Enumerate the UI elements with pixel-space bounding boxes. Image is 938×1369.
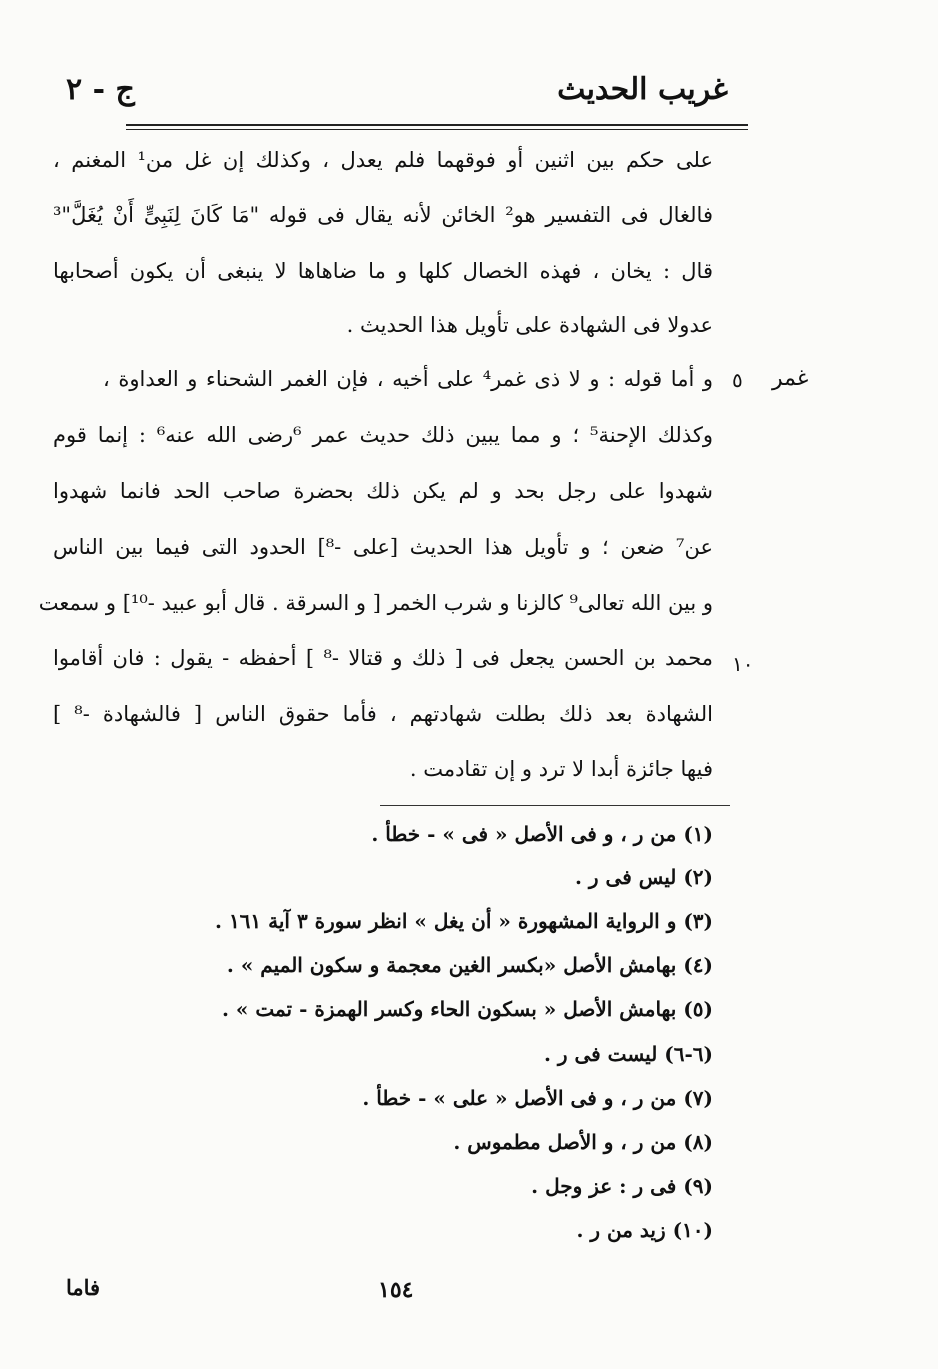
body-line: وكذلك الإحنة⁵ ؛ و مما يبين ذلك حديث عمر ⁶رضى الله عنه⁶ : إنما قوم bbox=[53, 423, 713, 447]
footnote: (٢) ليس فى ر . bbox=[574, 865, 713, 889]
page-number: ١٥٤ bbox=[378, 1277, 414, 1303]
body-line: شهدوا على رجل بحد و لم يكن ذلك بحضرة صاحب الحد فانما شهدوا bbox=[53, 479, 713, 503]
body-line: محمد بن الحسن يجعل فى [ ذلك و قتالا -⁸ ] أحفظه - يقول : فان أقاموا bbox=[53, 646, 713, 670]
catchword: فاما bbox=[66, 1275, 101, 1300]
body-line: و أما قوله : و لا ذى غمر⁴ على أخيه ، فإن الغمر الشحناء و العداوة ، bbox=[103, 367, 713, 391]
footnote-separator bbox=[380, 805, 730, 806]
body-line: فالغال فى التفسير هو² الخائن لأنه يقال فى قوله "مَا كَانَ لِنَبِىٍّ أَنْ يُغَلَّ"³ bbox=[53, 203, 713, 227]
body-line: عن⁷ ضعن ؛ و تأويل هذا الحديث [على -⁸] الحدود التى فيما بين الناس bbox=[53, 535, 713, 559]
footnote: (١٠) زيد من ر . bbox=[576, 1218, 713, 1242]
line-number-10: ١٠ bbox=[732, 652, 754, 676]
footnote: (٣) و الرواية المشهورة « أن يغل » انظر سورة ٣ آية ١٦١ . bbox=[215, 909, 713, 933]
footnote: (٤) بهامش الأصل «بكسر الغين معجمة و سكون الميم » . bbox=[226, 953, 713, 977]
footnote: (١) من ر ، و فى الأصل « فى » - خطأ . bbox=[371, 822, 713, 846]
body-line: الشهادة بعد ذلك بطلت شهادتهم ، فأما حقوق الناس [ فالشهادة -⁸ ] bbox=[53, 702, 713, 726]
footnote: (٩) فى ر : عز وجل . bbox=[531, 1174, 713, 1198]
body-line: و بين الله تعالى⁹ كالزنا و شرب الخمر [ و السرقة . قال أبو عبيد -¹⁰] و سمعت bbox=[38, 591, 713, 615]
line-number-5: ٥ bbox=[732, 368, 743, 392]
header-rule-thin bbox=[126, 129, 748, 130]
header-rule-thick bbox=[126, 124, 748, 126]
body-line: قال : يخان ، فهذه الخصال كلها و ما ضاهاها لا ينبغى أن يكون أصحابها bbox=[53, 259, 713, 283]
body-line: على حكم بين اثنين أو فوقهما فلم يعدل ، وكذلك إن غل من¹ المغنم ، bbox=[53, 148, 713, 172]
body-line: عدولا فى الشهادة على تأويل هذا الحديث . bbox=[346, 313, 713, 337]
footnote: (٧) من ر ، و فى الأصل « على » - خطأ . bbox=[362, 1086, 713, 1110]
running-title: غريب الحديث bbox=[557, 72, 728, 107]
footnote: (٥) بهامش الأصل « بسكون الحاء وكسر الهمزة - تمت » . bbox=[221, 997, 713, 1021]
volume-label: ج - ٢ bbox=[66, 72, 135, 107]
footnote: (٨) من ر ، و الأصل مطموس . bbox=[453, 1130, 713, 1154]
body-line: فيها جائزة أبدا لا ترد و إن تقادمت . bbox=[409, 757, 713, 781]
footnote: (٦-٦) ليست فى ر . bbox=[543, 1042, 713, 1066]
margin-keyword: غمر bbox=[772, 366, 809, 391]
